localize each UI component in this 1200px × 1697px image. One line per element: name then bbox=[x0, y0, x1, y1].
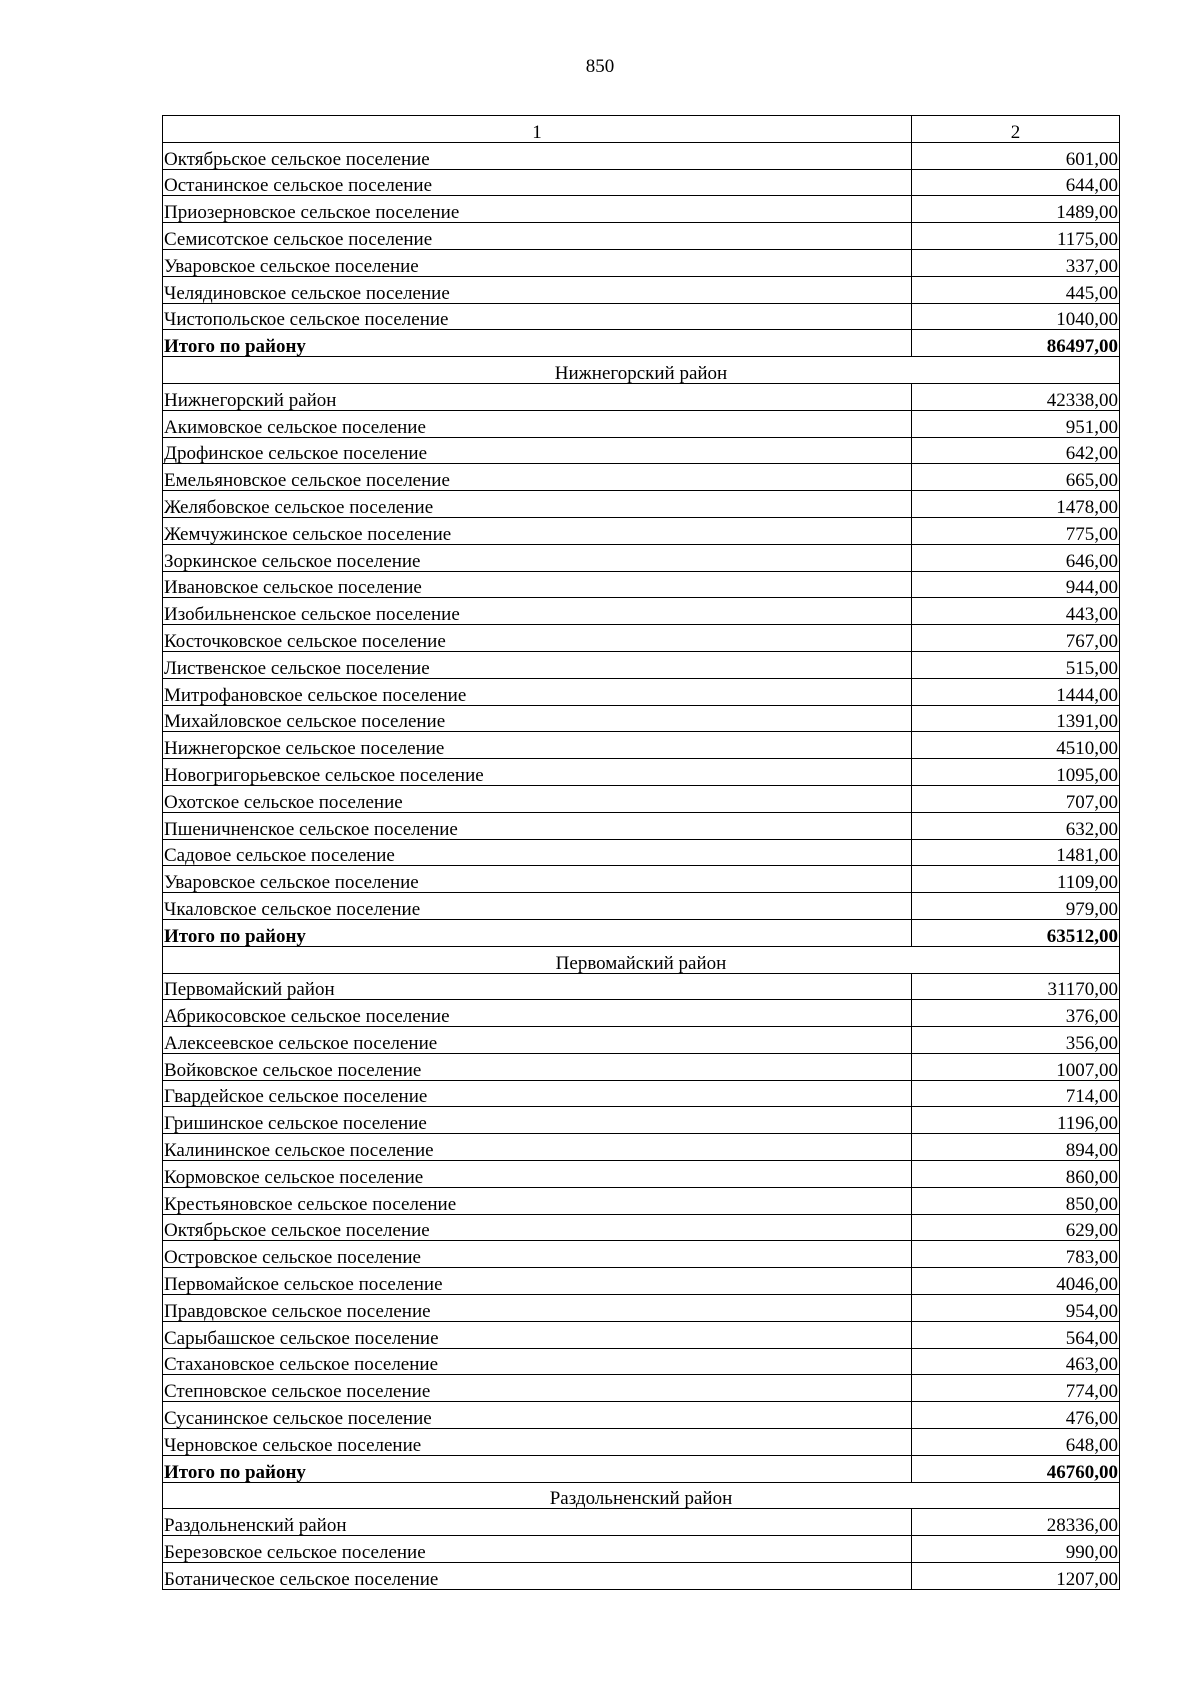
district-header-row bbox=[163, 1482, 1120, 1509]
table-row bbox=[163, 1429, 1120, 1456]
district-title: Нижнегорский район bbox=[163, 357, 1120, 384]
settlement-name: Ивановское сельское поселение bbox=[163, 571, 912, 598]
table-row bbox=[163, 1000, 1120, 1027]
settlement-name: Октябрьское сельское поселение bbox=[163, 142, 912, 169]
settlement-value: 944,00 bbox=[912, 571, 1120, 598]
settlement-value: 337,00 bbox=[912, 249, 1120, 276]
table-row bbox=[163, 678, 1120, 705]
table-row bbox=[163, 866, 1120, 893]
settlement-name: Михайловское сельское поселение bbox=[163, 705, 912, 732]
settlement-value: 1444,00 bbox=[912, 678, 1120, 705]
settlement-name: Дрофинское сельское поселение bbox=[163, 437, 912, 464]
total-label: Итого по району bbox=[163, 330, 912, 357]
table-row bbox=[163, 759, 1120, 786]
settlement-name: Приозерновское сельское поселение bbox=[163, 196, 912, 223]
table-row bbox=[163, 544, 1120, 571]
district-header-row bbox=[163, 946, 1120, 973]
table-header-row bbox=[163, 116, 1120, 143]
table-row bbox=[163, 1187, 1120, 1214]
settlement-name: Сарыбашское сельское поселение bbox=[163, 1321, 912, 1348]
settlement-value: 1481,00 bbox=[912, 839, 1120, 866]
settlement-value: 990,00 bbox=[912, 1536, 1120, 1563]
settlement-name: Садовое сельское поселение bbox=[163, 839, 912, 866]
table-row bbox=[163, 625, 1120, 652]
settlement-value: 1207,00 bbox=[912, 1563, 1120, 1590]
table-row bbox=[163, 142, 1120, 169]
total-value: 86497,00 bbox=[912, 330, 1120, 357]
settlement-name: Сусанинское сельское поселение bbox=[163, 1402, 912, 1429]
settlement-name: Косточковское сельское поселение bbox=[163, 625, 912, 652]
total-label: Итого по району bbox=[163, 919, 912, 946]
table-row bbox=[163, 276, 1120, 303]
settlement-name: Правдовское сельское поселение bbox=[163, 1295, 912, 1322]
table-row bbox=[163, 1402, 1120, 1429]
settlement-name: Пшеничненское сельское поселение bbox=[163, 812, 912, 839]
settlement-value: 31170,00 bbox=[912, 973, 1120, 1000]
settlement-name: Лиственское сельское поселение bbox=[163, 651, 912, 678]
settlement-name: Нижнегорское сельское поселение bbox=[163, 732, 912, 759]
settlement-name: Березовское сельское поселение bbox=[163, 1536, 912, 1563]
settlement-name: Новогригорьевское сельское поселение bbox=[163, 759, 912, 786]
settlement-name: Октябрьское сельское поселение bbox=[163, 1214, 912, 1241]
settlement-name: Акимовское сельское поселение bbox=[163, 410, 912, 437]
settlement-value: 601,00 bbox=[912, 142, 1120, 169]
table-row bbox=[163, 598, 1120, 625]
settlement-value: 1007,00 bbox=[912, 1053, 1120, 1080]
table-body bbox=[163, 116, 1120, 1590]
district-title: Раздольненский район bbox=[163, 1482, 1120, 1509]
settlement-name: Ботаническое сельское поселение bbox=[163, 1563, 912, 1590]
settlement-value: 1478,00 bbox=[912, 491, 1120, 518]
table-row bbox=[163, 732, 1120, 759]
table-row bbox=[163, 1161, 1120, 1188]
settlement-value: 775,00 bbox=[912, 517, 1120, 544]
settlement-name: Калининское сельское поселение bbox=[163, 1134, 912, 1161]
table-row bbox=[163, 1295, 1120, 1322]
table-row bbox=[163, 812, 1120, 839]
table-row bbox=[163, 705, 1120, 732]
table-row bbox=[163, 973, 1120, 1000]
settlement-value: 644,00 bbox=[912, 169, 1120, 196]
settlement-value: 642,00 bbox=[912, 437, 1120, 464]
settlement-value: 646,00 bbox=[912, 544, 1120, 571]
table-row bbox=[163, 839, 1120, 866]
settlement-name: Останинское сельское поселение bbox=[163, 169, 912, 196]
table-row bbox=[163, 785, 1120, 812]
settlement-name: Степновское сельское поселение bbox=[163, 1375, 912, 1402]
settlement-name: Чистопольское сельское поселение bbox=[163, 303, 912, 330]
settlement-value: 376,00 bbox=[912, 1000, 1120, 1027]
table-row bbox=[163, 1375, 1120, 1402]
settlement-name: Первомайский район bbox=[163, 973, 912, 1000]
settlement-value: 1196,00 bbox=[912, 1107, 1120, 1134]
table-row bbox=[163, 1348, 1120, 1375]
settlement-value: 1489,00 bbox=[912, 196, 1120, 223]
settlement-value: 4510,00 bbox=[912, 732, 1120, 759]
table-row bbox=[163, 169, 1120, 196]
settlement-value: 443,00 bbox=[912, 598, 1120, 625]
settlement-value: 28336,00 bbox=[912, 1509, 1120, 1536]
settlement-value: 665,00 bbox=[912, 464, 1120, 491]
table-row bbox=[163, 1107, 1120, 1134]
district-header-row bbox=[163, 357, 1120, 384]
table-row bbox=[163, 571, 1120, 598]
settlement-name: Емельяновское сельское поселение bbox=[163, 464, 912, 491]
total-label: Итого по району bbox=[163, 1455, 912, 1482]
total-value: 46760,00 bbox=[912, 1455, 1120, 1482]
settlement-name: Жемчужинское сельское поселение bbox=[163, 517, 912, 544]
settlement-value: 767,00 bbox=[912, 625, 1120, 652]
settlement-value: 707,00 bbox=[912, 785, 1120, 812]
table-row bbox=[163, 1241, 1120, 1268]
table-row bbox=[163, 651, 1120, 678]
settlement-name: Зоркинское сельское поселение bbox=[163, 544, 912, 571]
settlement-name: Абрикосовское сельское поселение bbox=[163, 1000, 912, 1027]
settlement-name: Желябовское сельское поселение bbox=[163, 491, 912, 518]
table-row bbox=[163, 196, 1120, 223]
table-row bbox=[163, 410, 1120, 437]
settlement-name: Нижнегорский район bbox=[163, 383, 912, 410]
settlement-name: Гвардейское сельское поселение bbox=[163, 1080, 912, 1107]
settlement-value: 648,00 bbox=[912, 1429, 1120, 1456]
table-row bbox=[163, 1536, 1120, 1563]
table-row bbox=[163, 383, 1120, 410]
settlement-value: 564,00 bbox=[912, 1321, 1120, 1348]
settlement-value: 356,00 bbox=[912, 1027, 1120, 1054]
settlement-value: 954,00 bbox=[912, 1295, 1120, 1322]
table-row bbox=[163, 437, 1120, 464]
district-total-row bbox=[163, 330, 1120, 357]
allocation-table bbox=[162, 115, 1120, 1590]
table-row bbox=[163, 464, 1120, 491]
settlement-name: Семисотское сельское поселение bbox=[163, 223, 912, 250]
settlement-name: Чкаловское сельское поселение bbox=[163, 893, 912, 920]
settlement-name: Уваровское сельское поселение bbox=[163, 866, 912, 893]
settlement-name: Раздольненский район bbox=[163, 1509, 912, 1536]
table-row bbox=[163, 1080, 1120, 1107]
settlement-value: 979,00 bbox=[912, 893, 1120, 920]
settlement-value: 783,00 bbox=[912, 1241, 1120, 1268]
district-total-row bbox=[163, 1455, 1120, 1482]
settlement-name: Изобильненское сельское поселение bbox=[163, 598, 912, 625]
table-row bbox=[163, 517, 1120, 544]
table-row bbox=[163, 1563, 1120, 1590]
settlement-name: Первомайское сельское поселение bbox=[163, 1268, 912, 1295]
column-header-2: 2 bbox=[912, 116, 1120, 143]
settlement-value: 515,00 bbox=[912, 651, 1120, 678]
settlement-name: Войковское сельское поселение bbox=[163, 1053, 912, 1080]
column-header-1: 1 bbox=[163, 116, 912, 143]
table-row bbox=[163, 491, 1120, 518]
page-number: 850 bbox=[585, 56, 615, 77]
settlement-value: 1109,00 bbox=[912, 866, 1120, 893]
table-row bbox=[163, 1027, 1120, 1054]
table-row bbox=[163, 249, 1120, 276]
table-row bbox=[163, 1509, 1120, 1536]
settlement-name: Стахановское сельское поселение bbox=[163, 1348, 912, 1375]
settlement-value: 4046,00 bbox=[912, 1268, 1120, 1295]
settlement-name: Черновское сельское поселение bbox=[163, 1429, 912, 1456]
settlement-name: Уваровское сельское поселение bbox=[163, 249, 912, 276]
settlement-value: 445,00 bbox=[912, 276, 1120, 303]
settlement-value: 629,00 bbox=[912, 1214, 1120, 1241]
settlement-value: 42338,00 bbox=[912, 383, 1120, 410]
settlement-value: 860,00 bbox=[912, 1161, 1120, 1188]
settlement-name: Челядиновское сельское поселение bbox=[163, 276, 912, 303]
table-row bbox=[163, 1214, 1120, 1241]
settlement-value: 714,00 bbox=[912, 1080, 1120, 1107]
district-title: Первомайский район bbox=[163, 946, 1120, 973]
settlement-value: 894,00 bbox=[912, 1134, 1120, 1161]
table-row bbox=[163, 1268, 1120, 1295]
settlement-value: 951,00 bbox=[912, 410, 1120, 437]
settlement-value: 476,00 bbox=[912, 1402, 1120, 1429]
settlement-name: Митрофановское сельское поселение bbox=[163, 678, 912, 705]
settlement-value: 1391,00 bbox=[912, 705, 1120, 732]
table-row bbox=[163, 223, 1120, 250]
settlement-name: Кормовское сельское поселение bbox=[163, 1161, 912, 1188]
settlement-value: 1175,00 bbox=[912, 223, 1120, 250]
settlement-name: Охотское сельское поселение bbox=[163, 785, 912, 812]
settlement-value: 774,00 bbox=[912, 1375, 1120, 1402]
settlement-value: 850,00 bbox=[912, 1187, 1120, 1214]
total-value: 63512,00 bbox=[912, 919, 1120, 946]
district-total-row bbox=[163, 919, 1120, 946]
settlement-name: Гришинское сельское поселение bbox=[163, 1107, 912, 1134]
settlement-value: 632,00 bbox=[912, 812, 1120, 839]
table-row bbox=[163, 1134, 1120, 1161]
settlement-name: Островское сельское поселение bbox=[163, 1241, 912, 1268]
table-row bbox=[163, 1053, 1120, 1080]
table-row bbox=[163, 303, 1120, 330]
settlement-value: 1040,00 bbox=[912, 303, 1120, 330]
settlement-name: Алексеевское сельское поселение bbox=[163, 1027, 912, 1054]
table-row bbox=[163, 1321, 1120, 1348]
table-row bbox=[163, 893, 1120, 920]
settlement-name: Крестьяновское сельское поселение bbox=[163, 1187, 912, 1214]
settlement-value: 463,00 bbox=[912, 1348, 1120, 1375]
settlement-value: 1095,00 bbox=[912, 759, 1120, 786]
